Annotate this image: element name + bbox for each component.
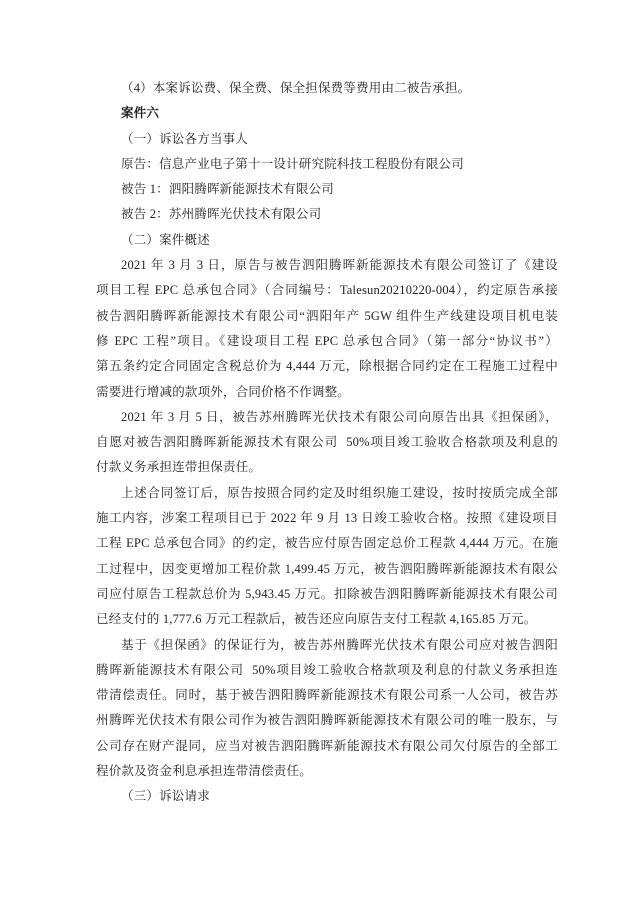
party-defendant-2: 被告 2：苏州腾晖光伏技术有限公司 <box>121 207 322 222</box>
body-line: 被告泗阳腾晖新能源技术有限公司“泗阳年产 5GW 组件生产线建设项目机电装 <box>96 308 558 323</box>
section-heading-claims: （三）诉讼请求 <box>121 789 210 804</box>
body-line: 施工内容，涉案工程项目已于 2022 年 9 月 13 日竣工验收合格。按照《建设项目 <box>96 511 558 526</box>
section-heading-parties: （一）诉讼各方当事人 <box>121 131 249 146</box>
case-heading: 案件六 <box>121 106 160 121</box>
body-line: 司应付原告工程款总价为 5,943.45 万元。扣除被告泗阳腾晖新能源技术有限公司 <box>96 586 558 601</box>
body-line: 付款义务承担连带担保责任。 <box>96 460 262 475</box>
body-line: 自愿对被告泗阳腾晖新能源技术有限公司 50%项目竣工验收合格款项及利息的 <box>96 435 558 450</box>
body-line: 州腾晖光伏技术有限公司作为被告泗阳腾晖新能源技术有限公司的唯一股东，与 <box>96 713 558 728</box>
paragraph-tail-line: （4）本案诉讼费、保全费、保全担保费等费用由二被告承担。 <box>121 81 471 95</box>
document-body <box>96 76 558 810</box>
party-defendant-1: 被告 1：泗阳腾晖新能源技术有限公司 <box>121 182 334 197</box>
body-line: 修 EPC 工程”项目。《建设项目工程 EPC 总承包合同》（第一部分“协议书”） <box>96 333 558 348</box>
body-line: 项目工程 EPC 总承包合同》（合同编号：Talesun20210220-004），约定原告承接 <box>96 283 558 298</box>
section-heading-overview: （二）案件概述 <box>121 232 210 247</box>
body-line: 需要进行增减的款项外，合同价格不作调整。 <box>96 384 351 399</box>
body-line: 2021 年 3 月 3 日，原告与被告泗阳腾晖新能源技术有限公司签订了《建设 <box>121 258 558 273</box>
body-line: 第五条约定合同固定含税总价为 4,444 万元，除根据合同约定在工程施工过程中 <box>96 359 558 374</box>
body-line: 工程 EPC 总承包合同》的约定，被告应付原告固定总价工程款 4,444 万元。在施 <box>96 536 558 551</box>
body-line: 已经支付的 1,777.6 万元工程款后，被告还应向原告支付工程款 4,165.85 万元。 <box>96 612 537 627</box>
body-line: 程价款及资金利息承担连带清偿责任。 <box>96 764 312 779</box>
body-line: 上述合同签订后，原告按照合同约定及时组织施工建设，按时按质完成全部 <box>121 485 558 500</box>
body-line: 基于《担保函》的保证行为，被告苏州腾晖光伏技术有限公司应对被告泗阳 <box>121 637 558 652</box>
body-line: 腾晖新能源技术有限公司 50%项目竣工验收合格款项及利息的付款义务承担连 <box>96 662 558 677</box>
party-plaintiff: 原告：信息产业电子第十一设计研究院科技工程股份有限公司 <box>121 156 464 171</box>
body-line: 带清偿责任。同时，基于被告泗阳腾晖新能源技术有限公司系一人公司，被告苏 <box>96 688 558 703</box>
body-line: 2021 年 3 月 5 日，被告苏州腾晖光伏技术有限公司向原告出具《担保函》， <box>121 409 558 424</box>
body-line: 工过程中，因变更增加工程价款 1,499.45 万元，被告泗阳腾晖新能源技术有限公 <box>96 561 558 576</box>
body-line: 公司存在财产混同，应当对被告泗阳腾晖新能源技术有限公司欠付原告的全部工 <box>96 738 558 753</box>
